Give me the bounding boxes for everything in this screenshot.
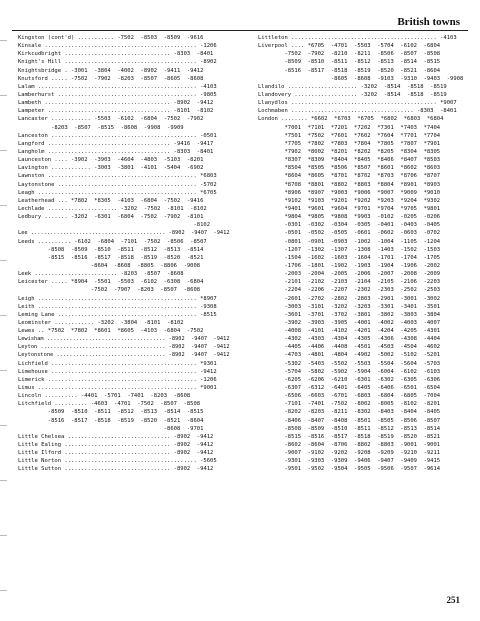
index-entry: Llandilo ..................... -3202 -8514 -8518 -8519 bbox=[258, 83, 447, 90]
index-entry: *8604 *8605 *8701 *8702 *8703 *8706 *8707 bbox=[258, 173, 441, 180]
index-entry: Limerick ............................................. -1206 bbox=[18, 376, 217, 383]
index-entry: -8608 -9701 bbox=[18, 425, 204, 432]
index-entry: *7902 *8002 *8201 *8202 *8205 *8304 *8305 bbox=[258, 148, 441, 155]
index-entry: -1706 -1801 -1902 -1903 -1904 -1906 -2002 bbox=[258, 262, 441, 269]
index-entry: Knutsford ..... -7502 -7902 -8203 -8507 -8605 -8608 bbox=[18, 75, 204, 82]
index-entry: Launceston .... -3902 -3903 -4604 -4803 -5103 -8201 bbox=[18, 157, 204, 164]
index-entry: -0301 -0302 -0304 -0305 -0401 -0403 -0405 bbox=[258, 222, 441, 229]
index-entry: Leicester ..... *8904 -5501 -5503 -6102 -6308 -6804 bbox=[18, 279, 204, 286]
index-entry: -7502 -7902 -8210 -8211 -8506 -8507 -8508 bbox=[258, 51, 441, 58]
header-rule bbox=[12, 30, 468, 31]
margin-tick bbox=[0, 590, 7, 591]
index-entry: *8708 *8801 *8802 *8803 *8804 *8901 *8903 bbox=[258, 181, 441, 188]
index-entry: -6506 -6603 -6701 -6803 -6804 -6805 -7004 bbox=[258, 393, 441, 400]
index-entry: Lewes .. *7502 *7802 *8601 *8605 -4103 -6804 -7502 bbox=[18, 328, 204, 335]
index-entry: -4302 -4303 -4304 -4305 -4306 -4308 -4404 bbox=[258, 336, 441, 343]
margin-tick bbox=[0, 480, 7, 481]
index-entry: Lanceston ............................................ -0501 bbox=[18, 132, 217, 139]
index-entry: *9102 *9103 *9201 *9202 *9203 *9204 *9302 bbox=[258, 197, 441, 204]
index-entry: Little Sutton ................................ -8902 -9412 bbox=[18, 466, 214, 473]
index-entry: Leyton ....................................... -8902 -9407 -9412 bbox=[18, 344, 230, 351]
index-entry: -8406 -8407 -8408 -8501 -8505 -8506 -8507 bbox=[258, 417, 441, 424]
index-entry: Leatherhead ... *7802 *8305 -4103 -6804 -7502 -9416 bbox=[18, 197, 204, 204]
index-entry: Llanydlos ............................................ *9007 bbox=[258, 100, 457, 107]
margin-tick bbox=[0, 535, 7, 536]
index-entry: -2204 -2206 -2207 -2302 -2303 -2502 -2503 bbox=[258, 287, 441, 294]
index-entry: *8307 *8309 *8404 *8405 *8406 *8407 *8503 bbox=[258, 157, 441, 164]
index-entry: -8508 -8509 -8510 -8511 -8512 -8513 -8514 bbox=[258, 425, 441, 432]
index-entry: Leek ......................... -8203 -8507 -8608 bbox=[18, 271, 184, 278]
index-entry: -4008 -4101 -4102 -4201 -4204 -4205 -4301 bbox=[258, 328, 441, 335]
index-entry: -9007 -9102 -9202 -9208 -9209 -9210 -9211 bbox=[258, 450, 441, 457]
index-entry: Langford ..................................... -9416 -9417 bbox=[18, 140, 214, 147]
index-entry: Langholm ..................................... -8303 -8401 bbox=[18, 148, 214, 155]
index-entry: Little Chelsea ............................... -8902 -9412 bbox=[18, 433, 214, 440]
index-entry: *7705 *7802 *7803 *7804 *7805 *7807 *7901 bbox=[258, 140, 441, 147]
index-entry: *7501 *7502 *7601 *7602 *7604 *7701 *7704 bbox=[258, 132, 441, 139]
index-entry: Lalam ................................................ -4103 bbox=[18, 83, 217, 90]
index-column-left bbox=[18, 34, 237, 474]
index-entry: -0801 -0901 -0903 -1002 -1004 -1105 -1204 bbox=[258, 238, 441, 245]
index-entry: -3902 -3903 -3905 -4001 -4002 -4003 -4007 bbox=[258, 319, 441, 326]
margin-tick bbox=[0, 425, 7, 426]
index-entry: -9501 -9502 -9504 -9505 -9506 -9507 -9614 bbox=[258, 466, 441, 473]
margin-tick bbox=[0, 95, 7, 96]
index-entry: Laytonstone .......................................... -5702 bbox=[18, 181, 217, 188]
index-entry: -1504 -1602 -1603 -1604 -1701 -1704 -1705 bbox=[258, 254, 441, 261]
index-entry: Littleton ............................................ -4103 bbox=[258, 35, 457, 41]
index-entry: *9804 *9805 *9808 *9903 -0102 -0205 -0206 bbox=[258, 214, 441, 221]
index-entry: -8509 -8510 -8511 -8512 -8513 -8514 -8515 bbox=[258, 59, 441, 66]
index-entry: Lawnston ............................................. *6803 bbox=[18, 173, 217, 180]
index-entry: Litchfield .......... -4603 -4701 -7502 -8507 -8508 bbox=[18, 401, 201, 408]
index-entry: Llandovery ................... -3202 -8514 -8518 -8519 bbox=[258, 91, 447, 98]
index-entry: *9401 *9601 *9604 *9701 *9704 *9705 *9801 bbox=[258, 205, 441, 212]
index-entry: Lampeter ..................................... -8101 -8102 bbox=[18, 108, 214, 115]
margin-tick bbox=[0, 205, 7, 206]
index-entry: -4405 -4406 -4408 -4501 -4503 -4504 -4602 bbox=[258, 344, 441, 351]
page-number: 251 bbox=[446, 595, 460, 605]
index-entry: Leith ................................................ -9308 bbox=[18, 303, 217, 310]
index-entry: -3003 -3101 -3202 -3203 -3301 -3401 -3501 bbox=[258, 303, 441, 310]
index-entry: -7101 -7401 -7502 -8002 -8005 -8102 -8201 bbox=[258, 401, 441, 408]
index-entry: -8602 -8604 -8706 -8802 -8803 -9001 -9001 bbox=[258, 442, 441, 449]
margin-tick bbox=[0, 370, 7, 371]
index-entry: Limus ................................................ *9001 bbox=[18, 385, 217, 392]
index-entry: Lambeth ...................................... -8902 -9412 bbox=[18, 100, 214, 107]
index-entry: -8509 -8510 -8511 -8512 -8513 -8514 -8515 bbox=[18, 409, 204, 416]
index-entry: -8202 -8203 -8211 -8302 -8403 -8404 -8405 bbox=[258, 409, 441, 416]
index-entry: -8605 -8608 -9103 -9310 -9403 -9908 bbox=[258, 75, 464, 82]
index-entry: Lamberhurst .......................................... -9805 bbox=[18, 91, 217, 98]
margin-tick bbox=[0, 150, 7, 151]
margin-tick bbox=[0, 315, 7, 316]
index-entry: Leytonstone .................................. -8902 -9407 -9412 bbox=[18, 352, 230, 359]
index-entry: -8102 bbox=[18, 222, 211, 229]
index-entry: London ........ *6602 *6703 *6705 *6802 *6803 *6804 bbox=[258, 116, 444, 123]
margin-tick bbox=[0, 260, 7, 261]
index-column-right bbox=[258, 34, 463, 474]
index-entry: Little Ealing ................................ -8902 -9412 bbox=[18, 442, 214, 449]
index-entry: Leominster ............ -3202 -3804 -8101 -8102 bbox=[18, 319, 184, 326]
index-entry: Kirkcudbright ................................ -8303 -8401 bbox=[18, 51, 214, 58]
margin-tick bbox=[0, 40, 7, 41]
index-entry: Lechlade ..................... -3202 -7502 -8101 -8102 bbox=[18, 205, 207, 212]
index-entry: Leming Lane .......................................... -8515 bbox=[18, 311, 217, 318]
index-entry: -6307 -6312 -6401 -6405 -6406 -6501 -6504 bbox=[258, 385, 441, 392]
index-entry: -8203 -8507 -8515 -8608 -9908 -9909 bbox=[18, 124, 184, 131]
index-entry: Lichfield ............................................ *9301 bbox=[18, 360, 217, 367]
index-entry: -2601 -2702 -2802 -2803 -2901 -3001 -3002 bbox=[258, 295, 441, 302]
index-entry: -7502 -7907 -8203 -8507 -8608 bbox=[18, 287, 201, 294]
index-entry: *8906 *8907 *9003 *9006 *9007 *9009 *9010 bbox=[258, 189, 441, 196]
index-entry: -8508 -8509 -8510 -8511 -8512 -8513 -8514 bbox=[18, 246, 204, 253]
index-entry: -8604 -8608 -8805 -8806 -9008 bbox=[18, 262, 201, 269]
index-entry: Lincoln .......... -4401 -5701 -7401 -8203 -8608 bbox=[18, 393, 191, 400]
index-entry: -5302 -5403 -5502 -5503 -5504 -5604 -5703 bbox=[258, 360, 441, 367]
index-entry: -9301 -9303 -9309 -9406 -9407 -9409 -9415 bbox=[258, 458, 441, 465]
index-entry: Liverpool .... *6705 -4701 -5503 -5704 -6102 -6804 bbox=[258, 43, 441, 50]
index-entry: Lancaster ............ -5503 -6102 -6804 -7502 -7902 bbox=[18, 116, 204, 123]
index-entry: Leigh ................................................ *8907 bbox=[18, 295, 217, 302]
index-entry: -8516 -8517 -8518 -8519 -8520 -8521 -8604 bbox=[18, 417, 204, 424]
index-entry: Limehouse ............................................ -9412 bbox=[18, 368, 217, 375]
index-entry: Lee .......................................... -8902 -9407 -9412 bbox=[18, 230, 230, 237]
running-header: British towns bbox=[397, 16, 460, 28]
index-entry: -6205 -6206 -6210 -6301 -6302 -6305 -6306 bbox=[258, 376, 441, 383]
index-entry: Lochmaben ..................................... -8303 -8401 bbox=[258, 108, 457, 115]
index-entry: Lewisham ..................................... -8902 -9407 -9412 bbox=[18, 336, 230, 343]
index-entry: Kingston (cont'd) ........... -7502 -8503 -8509 -9616 bbox=[18, 35, 204, 41]
index-entry: Little Ilford ................................ -8902 -9412 bbox=[18, 450, 214, 457]
index-entry: Knightsbridge . -3001 -3804 -4002 -8902 -9411 -9412 bbox=[18, 67, 204, 74]
index-entry: -3601 -3701 -3702 -3801 -3802 -3803 -3804 bbox=[258, 311, 441, 318]
index-entry: -8515 -8516 -8517 -8518 -8519 -8520 -8521 bbox=[258, 433, 441, 440]
index-entry: -4703 -4801 -4804 -4902 -5002 -5102 -5201 bbox=[258, 352, 441, 359]
index-entry: -5704 -5802 -5902 -5904 -6004 -6102 -6103 bbox=[258, 368, 441, 375]
index-entry: -2101 -2102 -2103 -2104 -2105 -2106 -2203 bbox=[258, 279, 441, 286]
index-entry: -8515 -8516 -8517 -8518 -8519 -8520 -8521 bbox=[18, 254, 204, 261]
index-entry: Ledbury ....... -3202 -6301 -6804 -7502 -7902 -8101 bbox=[18, 214, 204, 221]
index-entry: Little Norton ........................................ -5605 bbox=[18, 458, 217, 465]
index-entry: -0501 -0502 -0505 -0601 -0602 -0603 -0702 bbox=[258, 230, 441, 237]
index-entry: -8516 -8517 -8518 -8519 -8520 -8521 -8604 bbox=[258, 67, 441, 74]
index-entry: Leeds .......... -6102 -6804 -7101 -7502 -8506 -8507 bbox=[18, 238, 207, 245]
index-entry: Knight's Hill ........................................ -8902 bbox=[18, 59, 217, 66]
index-entry: Kinsale .............................................. -1206 bbox=[18, 43, 217, 50]
index-entry: Leagh ................................................ *6705 bbox=[18, 189, 217, 196]
index-entry: Lavington ............ -3003 -3801 -4101 -5404 -6902 bbox=[18, 165, 204, 172]
index-entry: -1207 -1302 -1307 -1308 -1403 -1502 -1503 bbox=[258, 246, 441, 253]
index-entry: *8504 *8505 *8506 *8507 *8601 *8602 *8603 bbox=[258, 165, 441, 172]
index-entry: -2003 -2004 -2005 -2006 -2007 -2008 -2009 bbox=[258, 271, 441, 278]
index-entry: *7001 *7101 *7201 *7202 *7301 *7403 *7404 bbox=[258, 124, 441, 131]
